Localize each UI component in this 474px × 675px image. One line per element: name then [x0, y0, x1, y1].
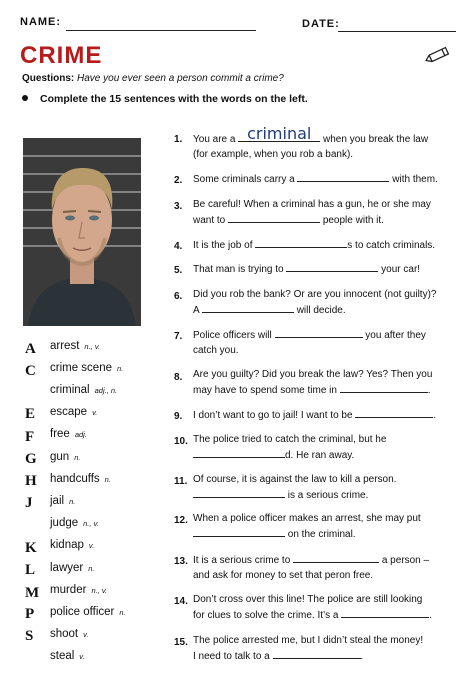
answer-blank[interactable]: [297, 172, 389, 182]
sentence-2: Some criminals carry a with them.: [193, 174, 438, 185]
list-item: steal v.: [50, 650, 85, 662]
list-item: gun n.: [50, 451, 81, 463]
sentence-number: 6.: [174, 291, 183, 302]
answer-blank[interactable]: [193, 448, 285, 458]
list-item: shoot v.: [50, 628, 89, 640]
answer-blank[interactable]: [355, 408, 433, 418]
bullet-icon: [22, 95, 28, 101]
sentence-13: It is a serious crime to a person – and ask for money to set that peron free.: [193, 555, 430, 581]
letter-label: A: [25, 341, 36, 357]
sentence-number: 13.: [174, 556, 188, 567]
sentence-8: Are you guilty? Did you break the law? Yes? Then you may have to spend some time in .: [193, 369, 433, 396]
sentence-14: Don’t cross over this line! The police are still looking for clues to solve the crime. It’s a .: [193, 594, 432, 621]
answer-blank[interactable]: [341, 608, 429, 618]
page-title: CRIME: [20, 42, 103, 69]
letter-label: E: [25, 406, 36, 422]
letter-label: J: [25, 495, 33, 511]
sentence-4: It is the job of s to catch criminals.: [193, 240, 436, 251]
answer-blank[interactable]: [293, 553, 379, 563]
answer-blank[interactable]: [255, 238, 347, 248]
instruction: [22, 93, 308, 105]
letter-label: L: [25, 562, 36, 578]
letter-label: M: [25, 585, 40, 601]
sentence-number: 11.: [174, 476, 188, 487]
sentence-number: 1.: [174, 134, 183, 145]
answer-blank[interactable]: [193, 527, 285, 537]
list-item: handcuffs n.: [50, 473, 111, 485]
letter-label: H: [25, 473, 37, 489]
pencil-icon: [424, 44, 454, 66]
name-field[interactable]: [66, 30, 256, 31]
sentence-number: 5.: [174, 265, 183, 276]
letter-label: K: [25, 540, 37, 556]
sentence-number: 14.: [174, 596, 188, 607]
sentence-number: 15.: [174, 637, 188, 648]
list-item: police officer n.: [50, 606, 126, 618]
list-item: crime scene n.: [50, 362, 124, 374]
sentence-number: 9.: [174, 411, 183, 422]
answer-blank[interactable]: [193, 488, 285, 498]
letter-label: F: [25, 429, 35, 445]
instruction-text: Complete the 15 sentences with the words on the left.: [40, 93, 308, 105]
questions-label: Questions:: [22, 73, 75, 84]
list-item: escape v.: [50, 406, 98, 418]
sentence-12: When a police officer makes an arrest, she may put on the criminal.: [193, 513, 421, 540]
list-item: murder n., v.: [50, 584, 108, 596]
name-label: NAME:: [20, 16, 62, 28]
sentence-number: 7.: [174, 331, 183, 342]
answer-blank[interactable]: [202, 303, 294, 313]
answer-blank[interactable]: [275, 328, 363, 338]
answer-blank[interactable]: [228, 213, 320, 223]
list-item: criminal adj., n.: [50, 384, 118, 396]
sentence-number: 2.: [174, 175, 183, 186]
sentence-6: Did you rob the bank? Or are you innocent (not guilty)? A will decide.: [193, 289, 437, 316]
sentence-15: The police arrested me, but I didn’t steal the money! I need to talk to a .: [193, 635, 424, 662]
sentence-5: That man is trying to your car!: [193, 264, 421, 275]
answer-blank[interactable]: criminal: [238, 127, 320, 142]
question-text: Have you ever seen a person commit a crime?: [77, 73, 284, 84]
sentence-number: 8.: [174, 372, 183, 383]
sentence-number: 4.: [174, 241, 183, 252]
mugshot-photo: [23, 138, 141, 326]
answer-blank[interactable]: [273, 649, 361, 659]
question-line: [22, 73, 284, 84]
list-item: lawyer n.: [50, 562, 95, 574]
date-field[interactable]: [338, 31, 456, 32]
sentence-11: Of course, it is against the law to kill a person. is a serious crime.: [193, 474, 397, 501]
list-item: kidnap v.: [50, 539, 95, 551]
sentence-10: The police tried to catch the criminal, but he d. He ran away.: [193, 434, 387, 461]
letter-label: P: [25, 606, 35, 622]
sentence-7: Police officers will you after they catch you.: [193, 330, 426, 356]
list-item: arrest n., v.: [50, 340, 101, 352]
list-item: judge n., v.: [50, 517, 99, 529]
sentence-number: 12.: [174, 515, 188, 526]
answer-blank[interactable]: [286, 262, 378, 272]
sentence-3: Be careful! When a criminal has a gun, he or she may want to people with it.: [193, 199, 431, 226]
list-item: jail n.: [50, 495, 76, 507]
sentence-number: 3.: [174, 201, 183, 212]
answer-blank[interactable]: [340, 383, 428, 393]
sentence-1: You are a criminal when you break the law (for example, when you rob a bank).: [193, 124, 429, 160]
letter-label: C: [25, 363, 36, 379]
list-item: free adj.: [50, 428, 87, 440]
sentence-9: I don’t want to go to jail! I want to be .: [193, 410, 437, 421]
sentence-number: 10.: [174, 436, 188, 447]
letter-label: G: [25, 451, 37, 467]
letter-label: S: [25, 628, 34, 644]
date-label: DATE:: [302, 18, 340, 30]
